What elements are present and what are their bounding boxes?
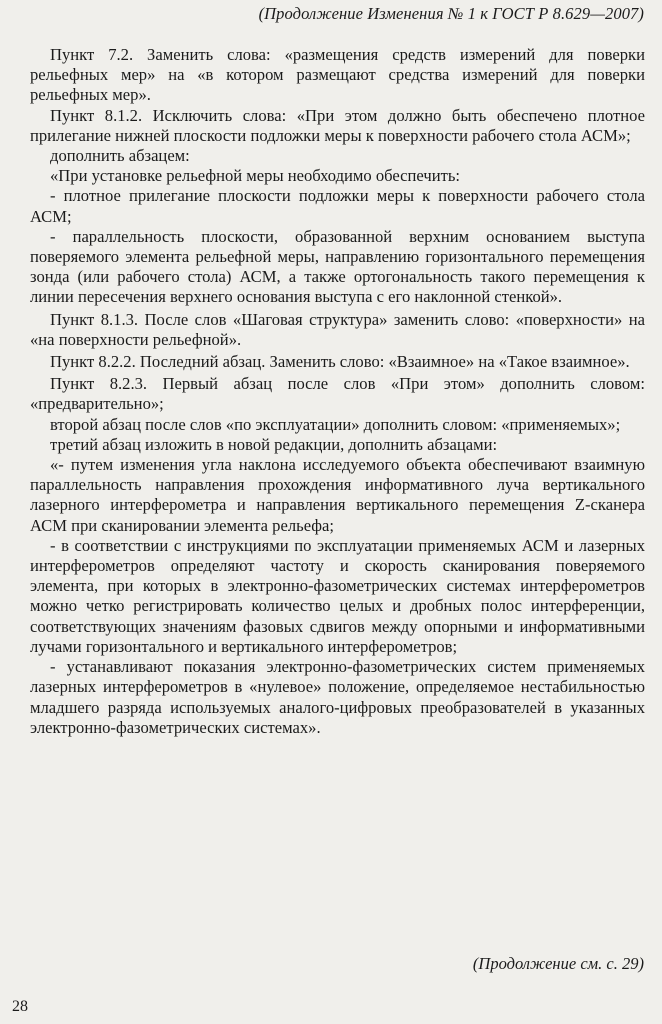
paragraph: «При установке рельефной меры необходимо обеспечить: — [50, 166, 461, 186]
paragraph: Пункт 8.2.3. Первый абзац после слов «При этом» дополнить словом: «предварительно»; — [30, 374, 645, 414]
paragraph: Пункт 8.1.2. Исключить слова: «При этом должно быть обеспечено плотное прилегание нижней плоскости подложки меры к поверхности рабочего стола АСМ»; — [30, 105, 645, 145]
document-body — [30, 45, 645, 738]
paragraph: Пункт 8.2.2. Последний абзац. Заменить слово: «Взаимное» на «Такое взаимное». — [50, 352, 630, 372]
paragraph: - устанавливают показания электронно-фазометрических систем применяемых лазерных интерферометров в «нулевое» положение, определяемое нестабильностью младшего разряда используемых аналого-цифровых преобразователей в указанных электронно-фазометрических системах». — [30, 657, 645, 737]
paragraph: - параллельность плоскости, образованной верхним основанием выступа поверяемого элемента рельефной меры, направлению горизонтального перемещения зонда (или рабочего стола) АСМ, а также ортогональность такого перемещения к линии пересечения верхнего основания выступа с его наклонной стенкой». — [30, 226, 645, 307]
paragraph: Пункт 7.2. Заменить слова: «размещения средств измерений для поверки рельефных мер» на «в котором размещают средства измерений для поверки рельефных мер». — [30, 45, 645, 105]
paragraph: второй абзац после слов «по эксплуатации» дополнить словом: «применяемых»; — [50, 414, 621, 434]
page-number: 28 — [12, 998, 28, 1015]
paragraph: дополнить абзацем: — [50, 146, 190, 166]
paragraph: «- путем изменения угла наклона исследуемого объекта обеспечивают взаимную параллельность направления прохождения информативного луча вертикального лазерного интерферометра и направления вертикального перемещения Z-сканера АСМ при сканировании элемента рельефа; — [30, 455, 645, 535]
continuation-note: (Продолжение см. с. 29) — [472, 954, 644, 973]
paragraph: - в соответствии с инструкциями по эксплуатации применяемых АСМ и лазерных интерферометров определяют частоту и скорость сканирования поверяемого элемента, при которых в электронно-фазометрических системах интерферометров можно четко регистрировать количество целых и дробных полос интерференции, соответствующих значениям фазовых сдвигов между опорными и информативными лучами горизонтального и вертикального интерферометров; — [30, 535, 645, 656]
paragraph: Пункт 8.1.3. После слов «Шаговая структура» заменить слово: «поверхности» на «на поверхности рельефной». — [30, 309, 645, 349]
paragraph: - плотное прилегание плоскости подложки меры к поверхности рабочего стола АСМ; — [30, 186, 645, 226]
running-header: (Продолжение Изменения № 1 к ГОСТ Р 8.629—2007) — [258, 4, 644, 23]
paragraph: третий абзац изложить в новой редакции, дополнить абзацами: — [50, 434, 498, 454]
